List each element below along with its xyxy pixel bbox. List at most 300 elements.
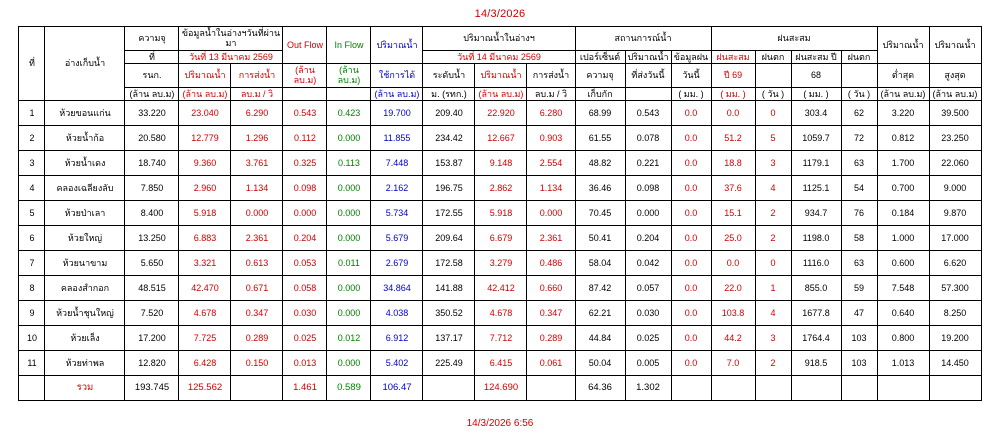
cell-sendtoday: 0.204 [625,226,671,251]
cell-sendtoday: 0.098 [625,176,671,201]
cell-raintoday: 0.0 [671,226,711,251]
cell-inflow: 0.000 [327,226,371,251]
cell-max: 9.000 [929,176,981,201]
cell-sendtoday: 0.078 [625,126,671,151]
cell-send14: 0.660 [527,276,575,301]
cell-rain68: 1059.7 [791,126,841,151]
th-rain-vol: ปริมาณน้ำ [625,50,671,63]
th-level-unit: ม. (รทก.) [423,87,475,100]
cell-send14: 0.289 [527,326,575,351]
cell-send14: 2.554 [527,151,575,176]
cell-raindays68: 63 [841,251,877,276]
cell-voluse: 6.912 [371,326,423,351]
cell-voluse: 11.855 [371,126,423,151]
cell-vol13: 6.883 [179,226,231,251]
cell-raindays69: 0 [755,101,791,126]
th-send-today: การส่งน้ำ [527,64,575,88]
cell-send14: 1.134 [527,176,575,201]
th-inflow-unit: (ล้าน ลบ.ม) [327,64,371,88]
cell-raindays69: 3 [755,151,791,176]
cell-raindays68: 72 [841,126,877,151]
th-vol-max: ปริมาณน้ำ [929,27,981,64]
cell-raindays68: 76 [841,201,877,226]
th-outflow-unit: (ล้าน ลบ.ม) [283,64,327,88]
cell-inflow: 0.000 [327,351,371,376]
cell-name: ห้วยเล็ง [45,326,125,351]
cell-total-capacity: 193.745 [125,376,179,401]
header-row-1 [19,27,981,51]
th-date-14: วันที่ 14 มีนาคม 2569 [423,50,575,63]
cell-rain68: 1677.8 [791,301,841,326]
th-send-today-unit: ลบ.ม / วิ [527,87,575,100]
document-header-date: 14/3/2026 [474,8,526,20]
cell-sendtoday: 0.005 [625,351,671,376]
cell-send13: 0.150 [231,351,283,376]
th-rain-vol-spacer [625,87,671,100]
cell-level: 172.58 [423,251,475,276]
th-rain-days-68: ฝนตก [841,50,877,63]
cell-outflow: 0.204 [283,226,327,251]
cell-total-level [423,376,475,401]
cell-outflow: 0.325 [283,151,327,176]
cell-no: 2 [19,126,45,151]
cell-outflow: 0.112 [283,126,327,151]
cell-total-raindays69 [755,376,791,401]
cell-voluse: 5.679 [371,226,423,251]
th-vol-13-unit: (ล้าน ลบ.ม) [179,87,231,100]
table-body [19,101,981,401]
cell-raintoday: 0.0 [671,201,711,226]
table-head [19,27,981,101]
cell-percent: 44.84 [575,326,625,351]
cell-vol14: 6.415 [475,351,527,376]
cell-total-percent: 64.36 [575,376,625,401]
cell-vol14: 12.667 [475,126,527,151]
th-date-13: วันที่ 13 มีนาคม 2569 [179,50,283,63]
header-row-4 [19,87,981,100]
th-vol-used: ปริมาณน้ำ [371,27,423,64]
cell-vol14: 7.712 [475,326,527,351]
cell-vol14: 6.679 [475,226,527,251]
cell-min: 1.013 [877,351,929,376]
cell-name: ห้วยท่าพล [45,351,125,376]
cell-send13: 1.134 [231,176,283,201]
cell-capacity: 20.580 [125,126,179,151]
cell-rain68: 303.4 [791,101,841,126]
cell-total-inflow: 0.589 [327,376,371,401]
cell-raintoday: 0.0 [671,326,711,351]
table-row [19,276,981,301]
cell-send13: 0.000 [231,201,283,226]
th-vol-min-unit: (ล้าน ลบ.ม) [877,87,929,100]
cell-min: 1.700 [877,151,929,176]
th-vol-used-unit: (ล้าน ลบ.ม) [371,87,423,100]
cell-percent: 36.46 [575,176,625,201]
cell-send14: 6.280 [527,101,575,126]
cell-raindays68: 62 [841,101,877,126]
cell-rain69: 37.6 [711,176,755,201]
cell-rain69: 25.0 [711,226,755,251]
th-vol-min-l2: ต่ำสุด [877,64,929,88]
cell-voluse: 2.162 [371,176,423,201]
cell-sendtoday: 0.042 [625,251,671,276]
cell-no: 9 [19,301,45,326]
cell-min: 0.812 [877,126,929,151]
cell-send14: 2.361 [527,226,575,251]
cell-vol14: 2.862 [475,176,527,201]
table-total-row [19,376,981,401]
cell-total-max [929,376,981,401]
cell-capacity: 8.400 [125,201,179,226]
cell-no: 11 [19,351,45,376]
cell-max: 39.500 [929,101,981,126]
cell-send13: 0.613 [231,251,283,276]
th-outflow: Out Flow [283,27,327,64]
cell-raintoday: 0.0 [671,276,711,301]
th-rain-data-l2: วันนี้ [671,64,711,88]
th-percent-l3: เก็บกัก [575,87,625,100]
cell-percent: 50.04 [575,351,625,376]
cell-raindays69: 3 [755,326,791,351]
cell-total-voluse: 106.47 [371,376,423,401]
cell-voluse: 2.679 [371,251,423,276]
cell-max: 8.250 [929,301,981,326]
cell-no: 10 [19,326,45,351]
cell-rain69: 22.0 [711,276,755,301]
cell-total-rain69 [711,376,755,401]
cell-send13: 6.290 [231,101,283,126]
cell-inflow: 0.000 [327,126,371,151]
cell-total-raintoday [671,376,711,401]
cell-min: 0.640 [877,301,929,326]
cell-outflow: 0.098 [283,176,327,201]
cell-percent: 48.82 [575,151,625,176]
cell-vol13: 7.725 [179,326,231,351]
cell-level: 350.52 [423,301,475,326]
cell-percent: 62.21 [575,301,625,326]
th-rain-cum-68: ฝนสะสม ปี [791,50,841,63]
cell-inflow: 0.000 [327,176,371,201]
cell-total-min [877,376,929,401]
cell-capacity: 13.250 [125,226,179,251]
cell-capacity: 7.850 [125,176,179,201]
cell-voluse: 34.864 [371,276,423,301]
cell-capacity: 17.200 [125,326,179,351]
cell-no: 3 [19,151,45,176]
cell-vol13: 12.779 [179,126,231,151]
cell-capacity: 5.650 [125,251,179,276]
th-group-rain-cumulative: ฝนสะสม [711,27,877,51]
cell-rain69: 0.0 [711,101,755,126]
cell-sendtoday: 0.543 [625,101,671,126]
cell-max: 9.870 [929,201,981,226]
cell-raindays68: 47 [841,301,877,326]
th-capacity-unit: (ล้าน ลบ.ม) [125,87,179,100]
cell-raintoday: 0.0 [671,101,711,126]
cell-outflow: 0.053 [283,251,327,276]
cell-raindays69: 2 [755,351,791,376]
cell-raindays68: 103 [841,351,877,376]
cell-outflow: 0.000 [283,201,327,226]
table-row [19,326,981,351]
cell-vol13: 6.428 [179,351,231,376]
cell-capacity: 48.515 [125,276,179,301]
cell-min: 0.184 [877,201,929,226]
th-inflow-spacer [327,87,371,100]
cell-inflow: 0.113 [327,151,371,176]
cell-rain68: 918.5 [791,351,841,376]
cell-no: 1 [19,101,45,126]
cell-voluse: 4.038 [371,301,423,326]
cell-level: 209.40 [423,101,475,126]
th-vol-today: ปริมาณน้ำ [475,64,527,88]
cell-raindays68: 103 [841,326,877,351]
th-reservoir: อ่างเก็บน้ำ [45,27,125,101]
cell-inflow: 0.000 [327,276,371,301]
cell-max: 14.450 [929,351,981,376]
th-capacity-l3: รนก. [125,64,179,88]
cell-rain69: 0.0 [711,251,755,276]
cell-rain68: 934.7 [791,201,841,226]
table-row [19,251,981,276]
cell-raintoday: 0.0 [671,351,711,376]
cell-max: 57.300 [929,276,981,301]
cell-vol13: 3.321 [179,251,231,276]
cell-outflow: 0.058 [283,276,327,301]
th-rain-cum-68-l2: 68 [791,64,841,88]
cell-send14: 0.486 [527,251,575,276]
cell-no: 4 [19,176,45,201]
reservoir-water-table [18,26,981,401]
th-rain-days-68-unit: ( วัน ) [841,87,877,100]
cell-name: คลองเฉลียงลับ [45,176,125,201]
cell-raindays69: 2 [755,226,791,251]
th-rain-vol-l2: ที่ส่งวันนี้ [625,64,671,88]
cell-rain69: 103.8 [711,301,755,326]
th-vol-today-unit: (ล้าน ลบ.ม) [475,87,527,100]
cell-min: 1.000 [877,226,929,251]
cell-percent: 61.55 [575,126,625,151]
document-footer-timestamp: 14/3/2026 6:56 [466,418,534,429]
cell-send13: 3.761 [231,151,283,176]
th-capacity-l2: ที่ [125,50,179,63]
cell-rain69: 7.0 [711,351,755,376]
cell-min: 3.220 [877,101,929,126]
cell-no: 8 [19,276,45,301]
th-outflow-spacer [283,87,327,100]
cell-outflow: 0.030 [283,301,327,326]
cell-send13: 1.296 [231,126,283,151]
cell-no: 7 [19,251,45,276]
cell-send13: 2.361 [231,226,283,251]
cell-sendtoday: 0.000 [625,201,671,226]
cell-vol14: 42.412 [475,276,527,301]
cell-raintoday: 0.0 [671,301,711,326]
cell-send13: 0.671 [231,276,283,301]
cell-inflow: 0.000 [327,201,371,226]
cell-vol14: 22.920 [475,101,527,126]
cell-raintoday: 0.0 [671,176,711,201]
cell-rain69: 44.2 [711,326,755,351]
th-inflow: In Flow [327,27,371,64]
cell-max: 17.000 [929,226,981,251]
cell-voluse: 19.700 [371,101,423,126]
cell-total-send13 [231,376,283,401]
th-rain-days-69-unit: ( วัน ) [755,87,791,100]
cell-max: 6.620 [929,251,981,276]
cell-name: ห้วยนาขาม [45,251,125,276]
cell-raindays68: 54 [841,176,877,201]
th-send-13-unit: ลบ.ม / วิ [231,87,283,100]
th-rain-cum-69-l2: ปี 69 [711,64,755,88]
cell-raindays69: 2 [755,201,791,226]
th-percent: เปอร์เซ็นต์ [575,50,625,63]
header-row-3 [19,64,981,88]
table-row [19,176,981,201]
table-row [19,301,981,326]
cell-percent: 87.42 [575,276,625,301]
cell-capacity: 33.220 [125,101,179,126]
cell-vol13: 42.470 [179,276,231,301]
cell-level: 209.64 [423,226,475,251]
cell-send13: 0.289 [231,326,283,351]
cell-raindays69: 5 [755,126,791,151]
cell-send14: 0.000 [527,201,575,226]
cell-outflow: 0.543 [283,101,327,126]
cell-level: 153.87 [423,151,475,176]
cell-raintoday: 0.0 [671,151,711,176]
cell-level: 234.42 [423,126,475,151]
cell-raindays69: 1 [755,276,791,301]
cell-percent: 50.41 [575,226,625,251]
cell-rain68: 1116.0 [791,251,841,276]
cell-total-label: รวม [45,376,125,401]
cell-max: 22.060 [929,151,981,176]
cell-min: 0.600 [877,251,929,276]
cell-raindays69: 4 [755,176,791,201]
table-row [19,151,981,176]
cell-level: 137.17 [423,326,475,351]
th-rain-cum-68-unit: ( มม. ) [791,87,841,100]
cell-raindays68: 63 [841,151,877,176]
cell-raindays69: 4 [755,301,791,326]
th-vol-min: ปริมาณน้ำ [877,27,929,64]
th-rain-data-unit: ( มม. ) [671,87,711,100]
table-row [19,201,981,226]
cell-rain68: 1125.1 [791,176,841,201]
table-row [19,351,981,376]
cell-name: คลองสำกอก [45,276,125,301]
cell-rain68: 855.0 [791,276,841,301]
cell-total-outflow: 1.461 [283,376,327,401]
table-row [19,226,981,251]
cell-send13: 0.347 [231,301,283,326]
cell-send14: 0.903 [527,126,575,151]
cell-raindays68: 58 [841,226,877,251]
cell-total-sendtoday: 1.302 [625,376,671,401]
th-rain-cum-69: ฝนสะสม [711,50,755,63]
cell-percent: 58.04 [575,251,625,276]
cell-rain68: 1198.0 [791,226,841,251]
th-vol-13: ปริมาณน้ำ [179,64,231,88]
cell-total-rain68 [791,376,841,401]
th-rain-data: ข้อมูลฝน [671,50,711,63]
cell-total-vol14: 124.690 [475,376,527,401]
cell-vol13: 4.678 [179,301,231,326]
cell-vol13: 2.960 [179,176,231,201]
cell-voluse: 7.448 [371,151,423,176]
cell-percent: 70.45 [575,201,625,226]
cell-level: 141.88 [423,276,475,301]
cell-send14: 0.347 [527,301,575,326]
th-group-today: ปริมาณน้ำในอ่างฯ [423,27,575,51]
cell-max: 19.200 [929,326,981,351]
cell-rain69: 51.2 [711,126,755,151]
cell-inflow: 0.011 [327,251,371,276]
cell-name: ห้วยน้ำชุนใหญ่ [45,301,125,326]
cell-total-raindays68 [841,376,877,401]
table-row [19,126,981,151]
cell-inflow: 0.423 [327,101,371,126]
cell-send14: 0.061 [527,351,575,376]
cell-voluse: 5.734 [371,201,423,226]
cell-name: ห้วยใหญ่ [45,226,125,251]
cell-vol13: 9.360 [179,151,231,176]
cell-total-spacer [19,376,45,401]
cell-sendtoday: 0.025 [625,326,671,351]
cell-capacity: 18.740 [125,151,179,176]
table-row [19,101,981,126]
th-vol-max-l2: สูงสุด [929,64,981,88]
cell-raintoday: 0.0 [671,126,711,151]
cell-raindays68: 59 [841,276,877,301]
cell-min: 7.548 [877,276,929,301]
th-vol-max-unit: (ล้าน ลบ.ม) [929,87,981,100]
th-rain-cum-69-unit: ( มม. ) [711,87,755,100]
cell-min: 0.700 [877,176,929,201]
cell-percent: 68.99 [575,101,625,126]
cell-name: ห้วยขอนแก่น [45,101,125,126]
th-rain-days-69: ฝนตก [755,50,791,63]
cell-sendtoday: 0.221 [625,151,671,176]
cell-level: 196.75 [423,176,475,201]
cell-raintoday: 0.0 [671,251,711,276]
cell-rain68: 1179.1 [791,151,841,176]
cell-vol14: 5.918 [475,201,527,226]
cell-level: 225.49 [423,351,475,376]
cell-name: ห้วยน้ำเดง [45,151,125,176]
cell-name: ห้วยน้ำก้อ [45,126,125,151]
cell-max: 23.250 [929,126,981,151]
cell-total-vol13: 125.562 [179,376,231,401]
th-group-yesterday: ข้อมูลน้ำในอ่างฯวันที่ผ่านมา [179,27,283,51]
th-vol-used-l2: ใช้การได้ [371,64,423,88]
th-rain-days-68-spacer [841,64,877,88]
cell-vol14: 9.148 [475,151,527,176]
cell-inflow: 0.012 [327,326,371,351]
cell-no: 6 [19,226,45,251]
th-percent-l2: ความจุ [575,64,625,88]
th-capacity: ความจุ [125,27,179,51]
cell-inflow: 0.000 [327,301,371,326]
cell-sendtoday: 0.030 [625,301,671,326]
cell-raindays69: 0 [755,251,791,276]
cell-total-send14 [527,376,575,401]
cell-vol13: 5.918 [179,201,231,226]
cell-outflow: 0.013 [283,351,327,376]
cell-vol13: 23.040 [179,101,231,126]
cell-name: ห้วยป่าเลา [45,201,125,226]
